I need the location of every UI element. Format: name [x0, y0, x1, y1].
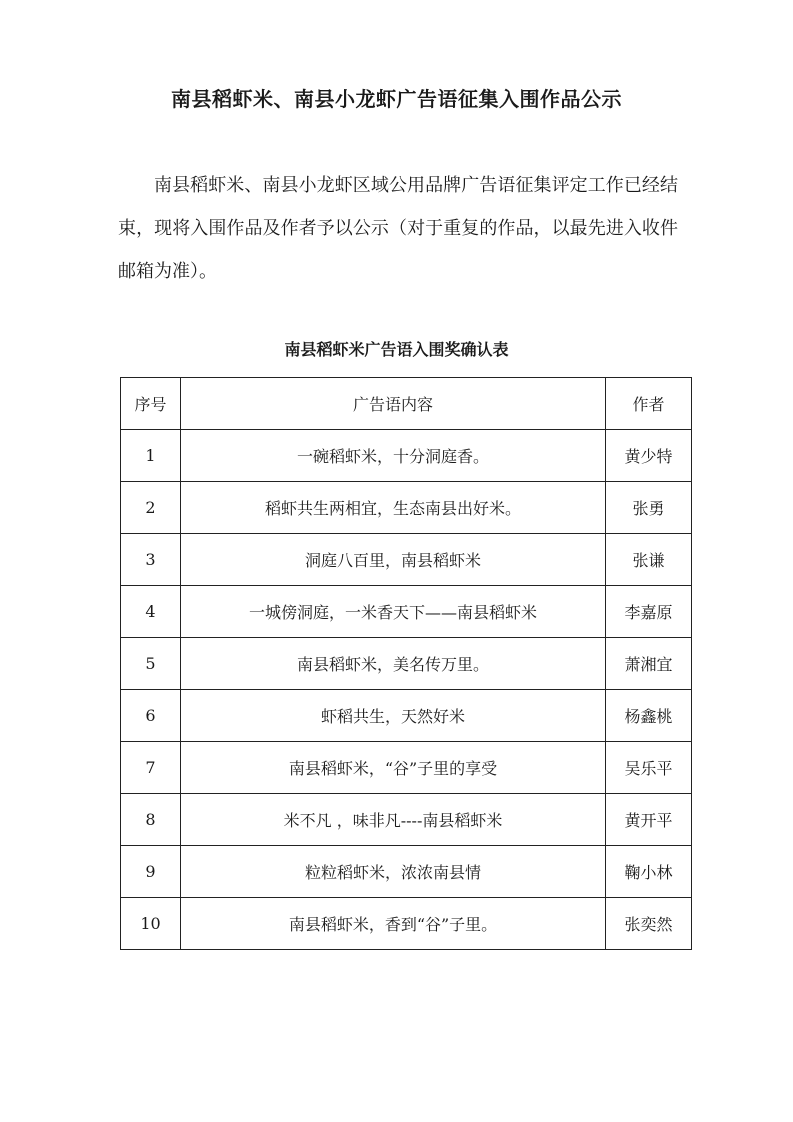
cell-author: 张谦	[606, 534, 692, 586]
cell-no: 9	[121, 846, 181, 898]
cell-author: 杨鑫桃	[606, 690, 692, 742]
table-row	[121, 846, 692, 898]
cell-slogan: 虾稻共生，天然好米	[181, 690, 606, 742]
table-row	[121, 794, 692, 846]
cell-author: 鞠小林	[606, 846, 692, 898]
table-row	[121, 586, 692, 638]
cell-slogan: 米不凡 ，味非凡----南县稻虾米	[181, 794, 606, 846]
header-author: 作者	[606, 378, 692, 430]
cell-no: 6	[121, 690, 181, 742]
table-row	[121, 482, 692, 534]
intro-paragraph: 南县稻虾米、南县小龙虾区域公用品牌广告语征集评定工作已经结束，现将入围作品及作者予以公示（对于重复的作品，以最先进入收件邮箱为准）。	[118, 175, 678, 282]
cell-author: 萧湘宜	[606, 638, 692, 690]
cell-author: 张奕然	[606, 898, 692, 950]
cell-slogan: 一城傍洞庭，一米香天下——南县稻虾米	[181, 586, 606, 638]
cell-no: 7	[121, 742, 181, 794]
table-title: 南县稻虾米广告语入围奖确认表	[284, 340, 509, 359]
table-row	[121, 430, 692, 482]
cell-slogan: 洞庭八百里，南县稻虾米	[181, 534, 606, 586]
cell-author: 黄开平	[606, 794, 692, 846]
entries-table	[120, 377, 692, 950]
cell-author: 黄少特	[606, 430, 692, 482]
cell-slogan: 稻虾共生两相宜，生态南县出好米。	[181, 482, 606, 534]
header-slogan: 广告语内容	[181, 378, 606, 430]
table-body	[121, 430, 692, 950]
table-row	[121, 534, 692, 586]
cell-no: 5	[121, 638, 181, 690]
table-row	[121, 638, 692, 690]
cell-slogan: 一碗稻虾米，十分洞庭香。	[181, 430, 606, 482]
table-row	[121, 690, 692, 742]
page-title: 南县稻虾米、南县小龙虾广告语征集入围作品公示	[171, 87, 622, 111]
cell-slogan: 南县稻虾米，香到“谷”子里。	[181, 898, 606, 950]
cell-author: 吴乐平	[606, 742, 692, 794]
cell-slogan: 南县稻虾米，美名传万里。	[181, 638, 606, 690]
cell-no: 2	[121, 482, 181, 534]
cell-no: 1	[121, 430, 181, 482]
cell-no: 8	[121, 794, 181, 846]
header-no: 序号	[121, 378, 181, 430]
table-header-row	[121, 378, 692, 430]
cell-slogan: 南县稻虾米，“谷”子里的享受	[181, 742, 606, 794]
cell-no: 3	[121, 534, 181, 586]
table-row	[121, 742, 692, 794]
cell-author: 李嘉原	[606, 586, 692, 638]
cell-author: 张勇	[606, 482, 692, 534]
cell-slogan: 粒粒稻虾米，浓浓南县情	[181, 846, 606, 898]
cell-no: 4	[121, 586, 181, 638]
cell-no: 10	[121, 898, 181, 950]
table-row	[121, 898, 692, 950]
